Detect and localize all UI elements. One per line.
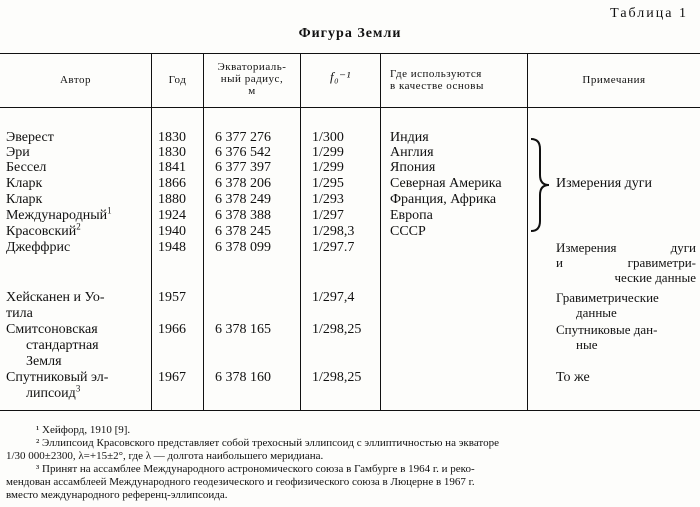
table-top-rule	[0, 53, 700, 54]
note-jeffreys	[556, 240, 696, 285]
author-cell: Кларк	[6, 192, 43, 207]
flattening-cell: 1/298,25	[312, 322, 362, 337]
author-cell: Эверест	[6, 130, 54, 145]
header-bottom-rule	[0, 107, 700, 108]
footnote-3-cont: мендован ассамблеей Международного геодезического и геофизического союза в Люцерне в 1967 г.	[6, 476, 475, 488]
header-basis-line: Где используются	[390, 68, 482, 80]
header-notes: Примечания	[582, 74, 646, 86]
flattening-cell: 1/299	[312, 145, 344, 160]
radius-cell: 6 378 099	[215, 240, 271, 255]
note-line: Измерения дуги	[556, 240, 696, 255]
author-text: Международный	[6, 208, 108, 223]
author-cell-cont: стандартная	[26, 338, 99, 353]
footnote-3: ³ Принят на ассамблее Международного астрономического союза в Гамбурге в 1964 г. и реко-	[36, 463, 475, 475]
note-line: ческие данные	[614, 270, 696, 285]
note-line: и гравиметри-	[556, 255, 696, 270]
radius-cell: 6 376 542	[215, 145, 271, 160]
author-cell: Смитсоновская	[6, 322, 98, 337]
footnote-3-cont: вместо международного референц-эллипсоида.	[6, 489, 228, 501]
right-brace-icon	[528, 137, 552, 233]
flattening-cell: 1/299	[312, 160, 344, 175]
column-divider-3	[300, 54, 301, 410]
header-year: Год	[168, 74, 187, 86]
flattening-cell: 1/295	[312, 176, 344, 191]
header-basis	[390, 68, 527, 92]
year-cell: 1830	[158, 130, 186, 145]
flattening-cell: 1/297	[312, 208, 344, 223]
header-flattening: f₀⁻¹	[330, 69, 351, 84]
year-cell: 1948	[158, 240, 186, 255]
author-cell: Спутниковый эл-	[6, 370, 109, 385]
basis-cell: Франция, Африка	[390, 192, 497, 207]
basis-cell: Европа	[390, 208, 433, 223]
radius-cell: 6 378 245	[215, 224, 271, 239]
year-cell: 1966	[158, 322, 186, 337]
note-smithsonian	[556, 322, 696, 352]
year-cell: 1924	[158, 208, 186, 223]
author-cell-cont: тила	[6, 306, 33, 321]
footnote-1: ¹ Хейфорд, 1910 [9].	[36, 424, 131, 436]
note-heiskanen	[556, 290, 696, 320]
author-cell-cont: Земля	[26, 354, 62, 369]
footnote-mark: 3	[75, 383, 81, 394]
note-arc-group: Измерения дуги	[556, 176, 653, 191]
year-cell: 1880	[158, 192, 186, 207]
basis-cell: Англия	[390, 145, 434, 160]
footnotes	[0, 424, 700, 502]
flattening-cell: 1/300	[312, 130, 344, 145]
author-cell	[6, 221, 81, 239]
author-text: липсоид	[26, 386, 76, 401]
year-cell: 1841	[158, 160, 186, 175]
basis-cell: Северная Америка	[390, 176, 502, 191]
header-radius-line: м	[248, 85, 256, 97]
year-cell: 1967	[158, 370, 186, 385]
flattening-cell: 1/293	[312, 192, 344, 207]
basis-cell: Индия	[390, 130, 429, 145]
footnote-2: ² Эллипсоид Красовского представляет собой трехосный эллипсоид с эллиптичностью на экваторе	[36, 437, 499, 449]
radius-cell: 6 378 160	[215, 370, 271, 385]
note-line: Гравиметрические	[556, 290, 659, 305]
column-divider-2	[203, 54, 204, 410]
flattening-cell: 1/298,25	[312, 370, 362, 385]
author-cell: Кларк	[6, 176, 43, 191]
radius-cell: 6 378 249	[215, 192, 271, 207]
author-text: Красовский	[6, 224, 77, 239]
table-label: Таблица 1	[610, 6, 688, 21]
basis-cell: Япония	[390, 160, 436, 175]
radius-cell: 6 377 276	[215, 130, 271, 145]
footnote-mark: 1	[107, 205, 112, 216]
author-cell: Хейсканен и Уо-	[6, 290, 105, 305]
year-cell: 1866	[158, 176, 186, 191]
flattening-cell: 1/297.7	[312, 240, 355, 255]
radius-cell: 6 377 397	[215, 160, 271, 175]
flattening-cell: 1/297,4	[312, 290, 355, 305]
author-cell-cont	[26, 383, 81, 401]
header-radius	[204, 61, 300, 97]
radius-cell: 6 378 388	[215, 208, 271, 223]
column-divider-4	[380, 54, 381, 410]
note-satellite: То же	[556, 370, 590, 385]
radius-cell: 6 378 165	[215, 322, 271, 337]
note-line: ные	[576, 337, 598, 352]
author-cell: Джеффрис	[6, 240, 71, 255]
header-radius-line: Экваториаль-	[217, 61, 287, 73]
note-line: Спутниковые дан-	[556, 322, 658, 337]
radius-cell: 6 378 206	[215, 176, 271, 191]
year-cell: 1940	[158, 224, 186, 239]
table-bottom-rule	[0, 410, 700, 411]
table-title: Фигура Земли	[298, 26, 402, 41]
footnote-2-cont: 1/30 000±2300, λ=+15±2°, где λ — долгота наибольшего меридиана.	[6, 450, 324, 462]
flattening-cell: 1/298,3	[312, 224, 355, 239]
author-cell: Эри	[6, 145, 30, 160]
year-cell: 1830	[158, 145, 186, 160]
column-divider-1	[151, 54, 152, 410]
author-cell	[6, 205, 112, 223]
note-line: данные	[576, 305, 617, 320]
basis-cell: СССР	[390, 224, 426, 239]
footnote-mark: 2	[76, 221, 81, 232]
year-cell: 1957	[158, 290, 186, 305]
author-cell: Бессел	[6, 160, 47, 175]
header-basis-line: в качестве основы	[390, 80, 484, 92]
header-radius-line: ный радиус,	[220, 73, 284, 85]
header-author: Автор	[59, 74, 92, 86]
